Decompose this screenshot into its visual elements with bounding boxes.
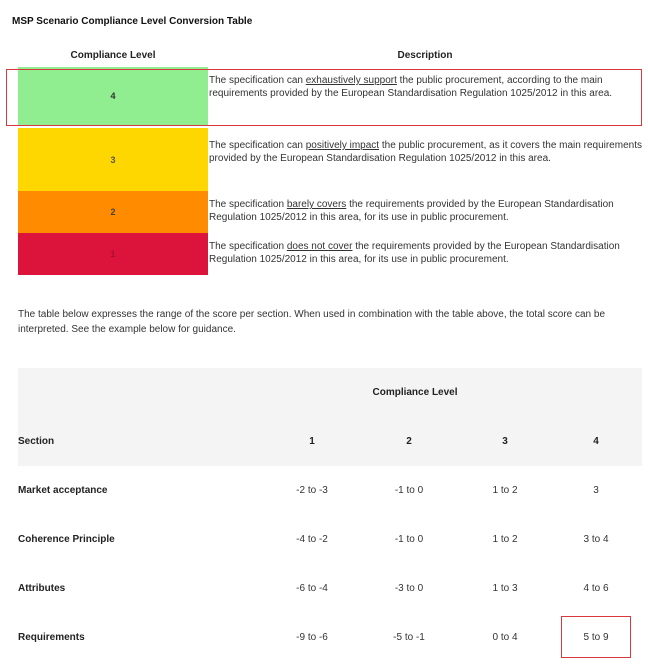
desc-1-after: the requirements provided by the European Standardisation Regulation 1025/2012 in this area, for its use in public procurement. <box>209 241 620 265</box>
compliance-level-group-header: Compliance Level <box>372 387 458 398</box>
table-cell: 1 to 3 <box>492 583 518 594</box>
table-row-section: Attributes <box>18 583 66 594</box>
desc-2-after: the requirements provided by the European Standardisation Regulation 1025/2012 in this area, for its use in public procurement. <box>209 199 614 223</box>
compliance-level-header: Compliance Level <box>70 50 156 61</box>
page-title <box>12 16 252 27</box>
table-cell: -3 to 0 <box>394 583 424 594</box>
level-1-description <box>209 240 642 266</box>
description-header: Description <box>397 50 453 61</box>
level-4-cell: 4 <box>18 67 208 125</box>
table-cell: -9 to -6 <box>296 632 328 643</box>
desc-2-emphasis: barely covers <box>286 199 347 210</box>
level-3-description <box>209 139 642 165</box>
intro-paragraph: The table below expresses the range of the score per section. When used in combination with the table above, the total score can be interpreted. See the example below for guidance. <box>18 309 606 335</box>
level-header-1: 1 <box>309 436 315 447</box>
table-cell: -4 to -2 <box>296 534 328 545</box>
title-prefix: MSP <box>12 16 34 27</box>
desc-3-before: The specification can <box>209 140 306 151</box>
desc-2-before: The specification <box>209 199 287 210</box>
table-cell: -5 to -1 <box>393 632 425 643</box>
table-row-section: Requirements <box>18 632 85 643</box>
level-2-cell: 2 <box>18 191 208 233</box>
desc-1-emphasis: does not cover <box>286 241 353 252</box>
score-table-header-background <box>18 368 642 466</box>
desc-1-before: The specification <box>209 241 287 252</box>
title-rest: Scenario Compliance Level Conversion Table <box>33 16 253 27</box>
table-cell: 0 to 4 <box>492 632 518 643</box>
table-cell: -2 to -3 <box>296 485 328 496</box>
desc-4-before: The specification can <box>209 75 306 86</box>
level-4-highlight-box <box>6 69 642 126</box>
table-row-section: Market acceptance <box>18 485 108 496</box>
level-header-3: 3 <box>502 436 508 447</box>
table-cell: 3 <box>593 485 599 496</box>
level-2-description <box>209 198 642 224</box>
table-cell: -1 to 0 <box>394 534 424 545</box>
table-cell: 5 to 9 <box>583 632 609 643</box>
level-1-cell: 1 <box>18 233 208 275</box>
table-cell: -6 to -4 <box>296 583 328 594</box>
table-cell: 1 to 2 <box>492 485 518 496</box>
table-cell: 4 to 6 <box>583 583 609 594</box>
level-header-2: 2 <box>406 436 412 447</box>
table-cell: -1 to 0 <box>394 485 424 496</box>
desc-4-after: the public procurement, according to the main requirements provided by the European Standardisation Regulation 1025/2012 in this area. <box>209 75 613 99</box>
desc-3-emphasis: positively impact <box>305 140 380 151</box>
requirements-level-4-highlight-box <box>561 616 631 658</box>
desc-3-after: the public procurement, as it covers the main requirements provided by the European Standardisation Regulation 1025/2012 in this area. <box>209 140 642 164</box>
level-header-4: 4 <box>593 436 599 447</box>
desc-4-emphasis: exhaustively support <box>305 75 397 86</box>
level-3-cell: 3 <box>18 128 208 191</box>
table-cell: 3 to 4 <box>583 534 609 545</box>
section-header: Section <box>18 436 55 447</box>
table-cell: 1 to 2 <box>492 534 518 545</box>
table-row-section: Coherence Principle <box>18 534 115 545</box>
